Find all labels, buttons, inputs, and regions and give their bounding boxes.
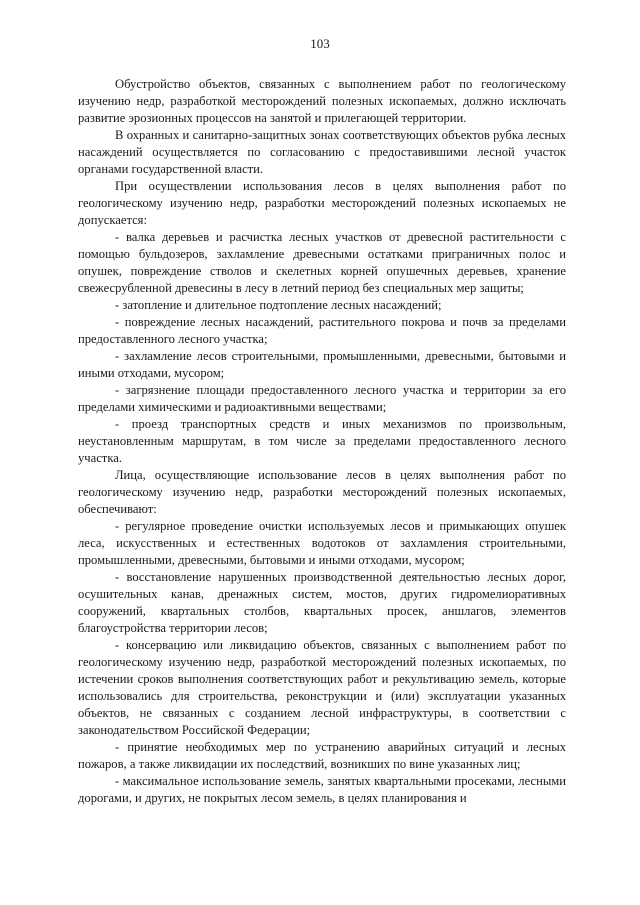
paragraph-4: Лица, осуществляющие использование лесов в целях выполнения работ по геологическому изучению недр, разработки месторождений полезных ископаемых, обеспечивают: [78,468,566,516]
list-item-obligation-1: - регулярное проведение очистки используемых лесов и примыкающих опушек леса, искусственных и естественных водотоков от захламления строительными, промышленными, древесными, бытовыми и иными отходами, мусором; [78,519,566,567]
list-item-prohibited-2: - затопление и длительное подтопление лесных насаждений; [115,298,442,312]
document-body [78,76,566,807]
list-item-prohibited-6: - проезд транспортных средств и иных механизмов по произвольным, неустановленным маршрутам, в том числе за пределами предоставленного лесного участка. [78,417,566,465]
list-item-prohibited-5: - загрязнение площади предоставленного лесного участка и территории за его пределами химическими и радиоактивными веществами; [78,383,566,414]
list-item-obligation-4: - принятие необходимых мер по устранению аварийных ситуаций и лесных пожаров, а также ликвидации их последствий, возникших по вине указанных лиц; [78,740,566,771]
list-item-obligation-5: - максимальное использование земель, занятых квартальными просеками, лесными дорогами, и других, не покрытых лесом земель, в целях планирования и [78,774,566,805]
list-item-prohibited-4: - захламление лесов строительными, промышленными, древесными, бытовыми и иными отходами, мусором; [78,349,566,380]
paragraph-3: При осуществлении использования лесов в целях выполнения работ по геологическому изучению недр, разработки месторождений полезных ископаемых не допускается: [78,179,566,227]
page-number: 103 [310,36,330,51]
list-item-obligation-3: - консервацию или ликвидацию объектов, связанных с выполнением работ по геологическому изучению недр, разработкой месторождений полезных ископаемых, по истечении сроков выполнения соответствующих работ и рекультивацию земель, которые использовались для строительства, реконструкции и (или) эксплуатации указанных объектов, не связанных с созданием лесной инфраструктуры, в соответствии с законодательством Российской Федерации; [78,638,566,737]
paragraph-2: В охранных и санитарно-защитных зонах соответствующих объектов рубка лесных насаждений осуществляется по согласованию с предоставившими лесной участок органами государственной власти. [78,128,566,176]
list-item-obligation-2: - восстановление нарушенных производственной деятельностью лесных дорог, осушительных канав, дренажных систем, мостов, других гидромелиоративных сооружений, квартальных столбов, квартальных просек, аншлагов, элементов благоустройства территории лесов; [78,570,566,635]
paragraph-1: Обустройство объектов, связанных с выполнением работ по геологическому изучению недр, разработкой месторождений полезных ископаемых, должно исключать развитие эрозионных процессов на занятой и прилегающей территории. [78,77,566,125]
list-item-prohibited-3: - повреждение лесных насаждений, растительного покрова и почв за пределами предоставленного лесного участка; [78,315,566,346]
list-item-prohibited-1: - валка деревьев и расчистка лесных участков от древесной растительности с помощью бульдозеров, захламление древесными остатками приграничных полос и опушек, повреждение стволов и скелетных корней опушечных деревьев, хранение свежесрубленной древесины в лесу в летний период без специальных мер защиты; [78,230,566,295]
